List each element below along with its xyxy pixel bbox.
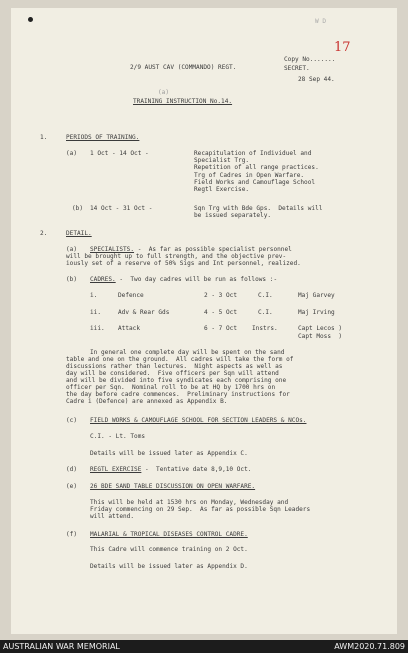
section-2-number: 2. [40, 230, 48, 237]
copy-number: Copy No....... [284, 56, 336, 63]
sand-table-line: will attend. [90, 513, 135, 520]
cadre-subject: Defence [118, 292, 144, 299]
s1-a-period: 1 Oct - 14 Oct - [90, 150, 149, 157]
s1-a-line: Repetition of all range practices. [194, 164, 319, 171]
s1-a-line: Trg of Cadres in Open Warfare. [194, 172, 305, 179]
handwritten-copy-number: 17 [334, 40, 351, 55]
s2-f-label: (f) [66, 531, 78, 538]
section-2-heading: DETAIL. [66, 230, 92, 237]
cadre-instructor: Capt Lecos ) [298, 325, 343, 332]
sand-table-heading: 26 BDE SAND TABLE DISCUSSION ON OPEN WARFARE. [90, 483, 256, 490]
cadre-detail-line: day will be considered. Five officers per Sqn will attend [66, 370, 279, 377]
s1-a-line: Recapitulation of Individuel and [194, 150, 312, 157]
cadre-by: C.I. [258, 309, 273, 316]
specialists-heading: SPECIALISTS. [90, 246, 135, 253]
s2-b-label: (b) [66, 276, 78, 283]
cadre-by: C.I. [258, 292, 273, 299]
footer-accession: AWM2020.71.809 [334, 642, 405, 651]
malarial-line: This Cadre will commence training on 2 Oct. [90, 546, 248, 553]
s1-b-line: be issued separately. [194, 212, 272, 219]
cadres-para-first [90, 276, 277, 284]
specialists-text: - As far as possible specialist personnel [134, 246, 292, 253]
cadres-text: - Two day cadres will be run as follows :- [115, 276, 278, 283]
cadre-detail-line: the day before cadre commences. Preliminary instructions for [66, 391, 290, 398]
marginal-note: (a) [158, 89, 170, 96]
cadre-detail-line: Cadre i (Defence) are annexed as Appendix B. [66, 398, 228, 405]
punch-hole [28, 17, 33, 22]
section-1-number: 1. [40, 134, 48, 141]
specialists-line: iously set of a reserve of 50% Sigs and Int personnel, realized. [66, 260, 301, 267]
s1-a-label: (a) [66, 150, 78, 157]
cadre-instructor: Maj Garvey [298, 292, 335, 299]
sand-table-line: Friday commencing on 29 Sep. As far as possible Sqn Leaders [90, 506, 311, 513]
cadre-subject: Adv & Rear Gds [118, 309, 170, 316]
cadre-dates: 4 - 5 Oct [204, 309, 238, 316]
cadres-heading: CADRES. [90, 276, 116, 283]
s1-b-label: (b) [72, 205, 84, 212]
section-1-heading: PERIODS OF TRAINING. [66, 134, 140, 141]
cadre-detail-line: table and one on the ground. All cadres will take the form of [66, 356, 294, 363]
cadre-detail-line: and will be divided into five syndicates each comprising one [66, 377, 287, 384]
cadre-num: i. [90, 292, 98, 299]
cadre-num: ii. [90, 309, 102, 316]
cadre-subject: Attack [118, 325, 141, 332]
field-works-heading: FIELD WORKS & CAMOUFLAGE SCHOOL FOR SECTION LEADERS & NCOs. [90, 417, 307, 424]
specialists-line: will be brought up to full strength, and the objective prev- [66, 253, 287, 260]
field-works-ci: C.I. - Lt. Toms [90, 433, 146, 440]
cadre-dates: 2 - 3 Oct [204, 292, 238, 299]
s1-b-line: Sqn Trg with Bde Gps. Details will [194, 205, 323, 212]
s1-a-line: Specialist Trg. [194, 157, 250, 164]
document-title: TRAINING INSTRUCTION No.14. [133, 98, 233, 105]
regtl-exercise [90, 466, 251, 474]
footer-source: AUSTRALIAN WAR MEMORIAL [3, 642, 120, 651]
s2-a-label: (a) [66, 246, 78, 253]
field-works-details: Details will be issued later as Appendix C. [90, 450, 248, 457]
classification: SECRET. [284, 65, 310, 72]
s2-e-label: (e) [66, 483, 78, 490]
cadre-instructor: Maj Irving [298, 309, 335, 316]
document-date: 28 Sep 44. [298, 76, 335, 83]
unit-name: 2/9 AUST CAV (COMMANDO) REGT. [130, 64, 237, 71]
regtl-exercise-text: - Tentative date 8,9,10 Oct. [141, 466, 252, 473]
cadre-detail-line: In general one complete day will be spent on the sand [90, 349, 285, 356]
s2-d-label: (d) [66, 466, 78, 473]
s1-a-line: Regtl Exercise. [194, 186, 250, 193]
cadre-detail-line: officer per Sqn. Nominal roll to be at HQ by 1700 hrs on [66, 384, 276, 391]
pencil-note: W D [315, 18, 327, 25]
malarial-heading: MALARIAL & TROPICAL DISEASES CONTROL CADRE. [90, 531, 248, 538]
regtl-exercise-heading: REGTL EXERCISE [90, 466, 142, 473]
cadre-num: iii. [90, 325, 105, 332]
cadre-instructor: Capt Moss ) [298, 333, 343, 340]
cadre-by: Instrs. [252, 325, 278, 332]
s1-b-period: 14 Oct - 31 Oct - [90, 205, 153, 212]
cadre-detail-line: discussions rather than lectures. Night aspects as well as [66, 363, 283, 370]
malarial-line: Details will be issued later as Appendix D. [90, 563, 248, 570]
cadre-dates: 6 - 7 Oct [204, 325, 238, 332]
sand-table-line: This will be held at 1530 hrs on Monday, Wednesday and [90, 499, 289, 506]
footer-bar [0, 640, 408, 653]
s2-c-label: (c) [66, 417, 78, 424]
s1-a-line: Field Works and Camouflage School [194, 179, 316, 186]
